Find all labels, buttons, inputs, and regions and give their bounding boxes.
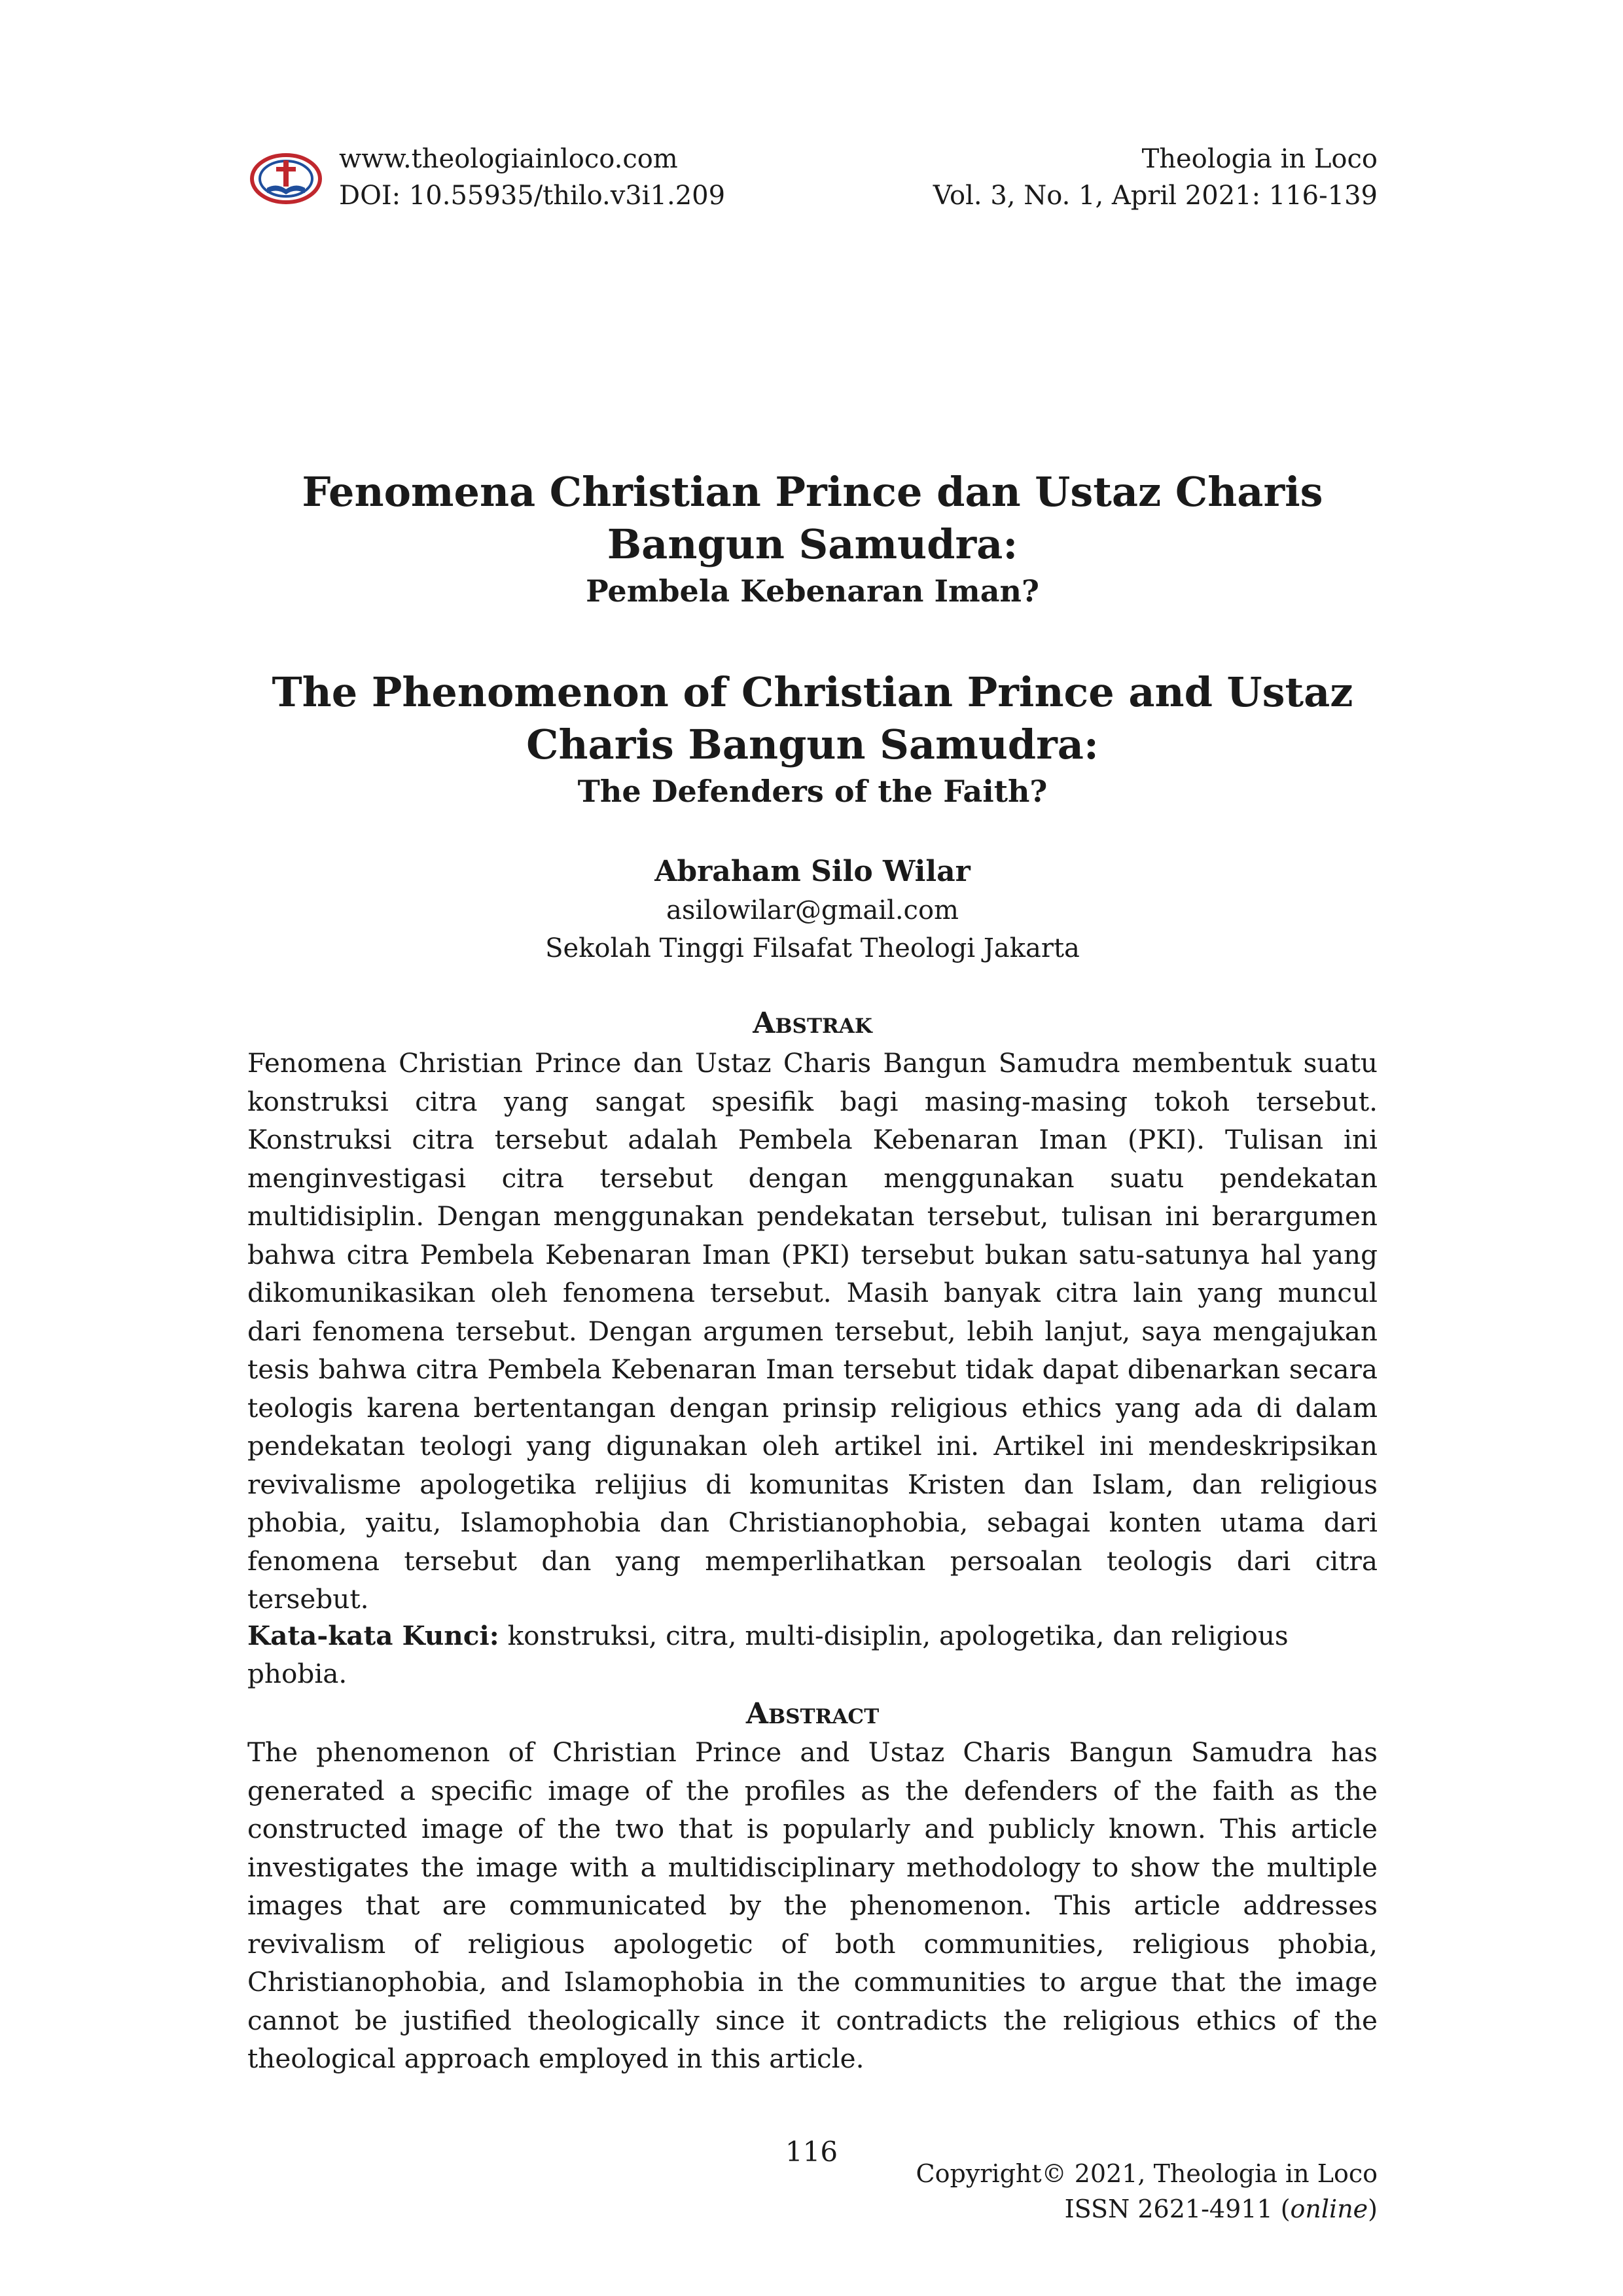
copyright-text: Copyright© 2021, Theologia in Loco — [916, 2159, 1378, 2188]
journal-logo-icon — [247, 149, 325, 207]
author-affiliation: Sekolah Tinggi Filsafat Theologi Jakarta — [545, 933, 1080, 963]
author-email[interactable]: asilowilar@gmail.com — [666, 895, 959, 925]
title-id-line1: Fenomena Christian Prince dan Ustaz Charis — [302, 468, 1323, 516]
page-number: 116 — [785, 2136, 838, 2168]
journal-name: Theologia in Loco — [1141, 144, 1378, 174]
issue-info: Vol. 3, No. 1, April 2021: 116-139 — [933, 181, 1378, 211]
abstrak-heading: Abstrak — [753, 1007, 872, 1040]
keywords-text: konstruksi, citra, multi-disiplin, apologetika, dan religious phobia. — [247, 1620, 1289, 1689]
abstract-text: The phenomenon of Christian Prince and Ustaz Charis Bangun Samudra has generated a specific image of the profiles as the defenders of the faith as the constructed image of the two that is popularly and publicly known. This article investigates the image with a multidisciplinary methodology to show the multiple images that are communicated by the phenomenon. This article addresses revivalism of religious apologetic of both communities, religious phobia, Christianophobia, and Islamophobia in the communities to argue that the image cannot be justified theologically since it contradicts the religious ethics of the theological approach employed in this article. — [247, 1736, 1378, 2074]
page-header — [247, 141, 1378, 219]
keywords — [247, 1617, 1378, 1693]
header-left — [339, 141, 725, 214]
title-en-line2: Charis Bangun Samudra: — [526, 721, 1099, 768]
author-name: Abraham Silo Wilar — [654, 855, 971, 888]
doi-text: DOI: 10.55935/thilo.v3i1.209 — [339, 181, 726, 211]
issn-text — [916, 2191, 1378, 2227]
title-id-subtitle: Pembela Kebenaran Iman? — [586, 573, 1039, 609]
copyright-block — [916, 2156, 1378, 2227]
issn-suffix: ) — [1368, 2195, 1378, 2223]
abstrak-text: Fenomena Christian Prince dan Ustaz Charis Bangun Samudra membentuk suatu konstruksi citra yang sangat spesifik bagi masing-masing tokoh tersebut. Konstruksi citra tersebut adalah Pembela Kebenaran Iman (PKI). Tulisan ini menginvestigasi citra tersebut dengan menggunakan suatu pendekatan multidisiplin. Dengan menggunakan pendekatan tersebut, tulisan ini berargumen bahwa citra Pembela Kebenaran Iman (PKI) tersebut bukan satu-satunya hal yang dikomunikasikan oleh fenomena tersebut. Masih banyak citra lain yang muncul dari fenomena tersebut. Dengan argumen tersebut, lebih lanjut, saya mengajukan tesis bahwa citra Pembela Kebenaran Iman tersebut tidak dapat dibenarkan secara teologis karena bertentangan dengan prinsip religious ethics yang ada di dalam pendekatan teologi yang digunakan oleh artikel ini. Artikel ini mendeskripsikan revivalisme apologetika relijius di komunitas Kristen dan Islam, dan religious phobia, yaitu, Islamophobia dan Christianophobia, sebagai konten utama dari fenomena tersebut dan yang memperlihatkan persoalan teologis dari citra tersebut. — [247, 1047, 1378, 1615]
author-block — [247, 852, 1378, 967]
header-right — [933, 141, 1378, 214]
title-indonesian — [247, 466, 1378, 611]
website-link[interactable]: www.theologiainloco.com — [339, 144, 678, 174]
title-en-subtitle: The Defenders of the Faith? — [577, 774, 1048, 809]
keywords-label: Kata-kata Kunci: — [247, 1620, 499, 1651]
title-en-line1: The Phenomenon of Christian Prince and Ustaz — [272, 668, 1353, 716]
issn-online: online — [1290, 2195, 1368, 2223]
abstract-heading: Abstract — [745, 1697, 880, 1731]
issn-prefix: ISSN 2621-4911 ( — [1064, 2195, 1291, 2223]
title-english — [247, 666, 1378, 812]
title-id-line2: Bangun Samudra: — [607, 520, 1018, 568]
